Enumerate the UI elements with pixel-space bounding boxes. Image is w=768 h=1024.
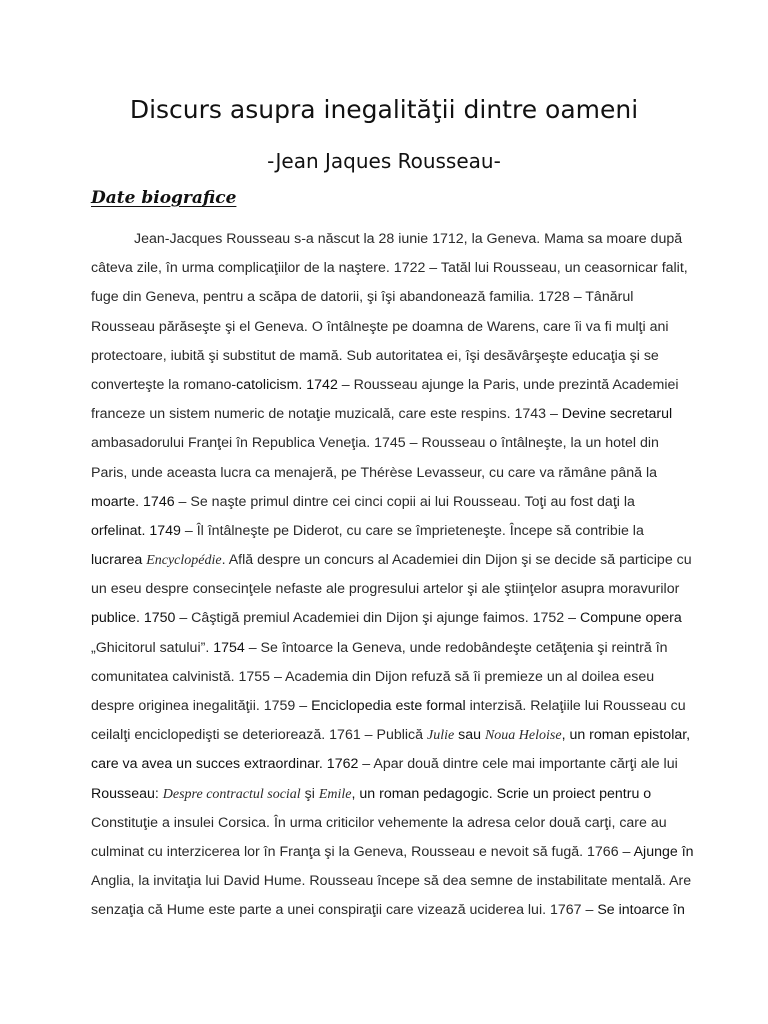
text-line: care va avea un succes extraordinar. 1762 – Apar două dintre cele mai importante cărţi ale lui [91, 756, 678, 773]
biography-paragraph [91, 225, 694, 926]
text-line: câteva zile, în urma complicaţiilor de la naştere. 1722 – Tatăl lui Rousseau, un ceasornicar falit, [91, 260, 688, 277]
document-title: Discurs asupra inegalităţii dintre oameni [129, 95, 639, 124]
text-line: moarte. 1746 – Se naşte primul dintre cei cinci copii ai lui Rousseau. Toţi au fost daţi la [91, 493, 635, 510]
text-line: Anglia, la invitaţia lui David Hume. Rousseau începe să dea semne de instabilitate mentală. Are [91, 873, 692, 890]
text-line: Rousseau: Despre contractul social şi Emile, un roman pedagogic. Scrie un proiect pentru o [91, 785, 652, 802]
book-title: Despre contractul social [162, 786, 301, 802]
book-title: Noua Heloise [484, 728, 562, 744]
text-line: culminat cu interzicerea lor în Franţa şi la Geneva, Rousseau e nevoit să fugă. 1766 – Ajunge în [91, 843, 694, 860]
text-line: franceze un sistem numeric de notaţie muzicală, care este respins. 1743 – Devine secretarul [91, 406, 673, 423]
text-line: converteşte la romano-catolicism. 1742 – Rousseau ajunge la Paris, unde prezintă Academiei [91, 376, 679, 393]
text-line: publice. 1750 – Câştigă premiul Academiei din Dijon şi ajunge faimos. 1752 – Compune opera [91, 610, 682, 627]
text-line: Rousseau părăseşte şi el Geneva. O întâlneşte pe doamna de Warens, care îi va fi mulţi ani [91, 318, 669, 335]
book-title: Julie [426, 728, 455, 744]
text-line: senzaţia că Hume este parte a unei conspiraţii care vizează uciderea lui. 1767 – Se intoarce în [91, 902, 685, 919]
section-heading: Date biografice [91, 188, 237, 208]
text-line: protectoare, iubită şi substitut de mamă. Sub autoritatea ei, îşi desăvârşeşte educaţia şi se [91, 347, 659, 364]
text-line: Jean-Jacques Rousseau s-a născut la 28 iunie 1712, la Geneva. Mama sa moare după [134, 231, 683, 247]
text-line: Constituţie a insulei Corsica. În urma criticilor vehemente la adresa celor două carţi, care au [91, 814, 667, 831]
text-line: fuge din Geneva, pentru a scăpa de datorii, şi îşi abandonează familia. 1728 – Tânărul [91, 289, 634, 306]
text-line: ambasadorului Franţei în Republica Veneţia. 1745 – Rousseau o întâlneşte, la un hotel din [91, 435, 659, 452]
document-subtitle: -Jean Jaques Rousseau- [267, 149, 501, 173]
book-title: Emile [318, 786, 352, 802]
text-line: „Ghicitorul satului”. 1754 – Se întoarce la Geneva, unde redobândeşte cetăţenia şi reintră în [91, 639, 668, 656]
text-line: lucrarea Encyclopédie. Află despre un concurs al Academiei din Dijon şi se decide să participe cu [91, 552, 692, 569]
text-line: despre originea inegalităţii. 1759 – Enciclopedia este formal interzisă. Relaţiile lui Rousseau cu [91, 698, 686, 714]
text-line: Paris, unde aceasta lucra ca menajeră, pe Thérèse Levasseur, cu care va rămâne până la [91, 464, 657, 481]
text-line: comunitatea calvinistă. 1755 – Academia din Dijon refuză să îi premieze un al doilea eseu [91, 668, 655, 685]
text-line: orfelinat. 1749 – Îl întâlneşte pe Diderot, cu care se împrieteneşte. Începe să contribie la [91, 522, 644, 539]
text-line: un eseu despre consecinţele nefaste ale progresului artelor şi ale ştiinţelor asupra moravurilor [91, 581, 680, 598]
text-line: ceilalţi enciclopedişti se deteriorează. 1761 – Publică Julie sau Noua Heloise, un roman epistolar, [91, 727, 691, 744]
book-title: Encyclopédie [146, 553, 222, 569]
